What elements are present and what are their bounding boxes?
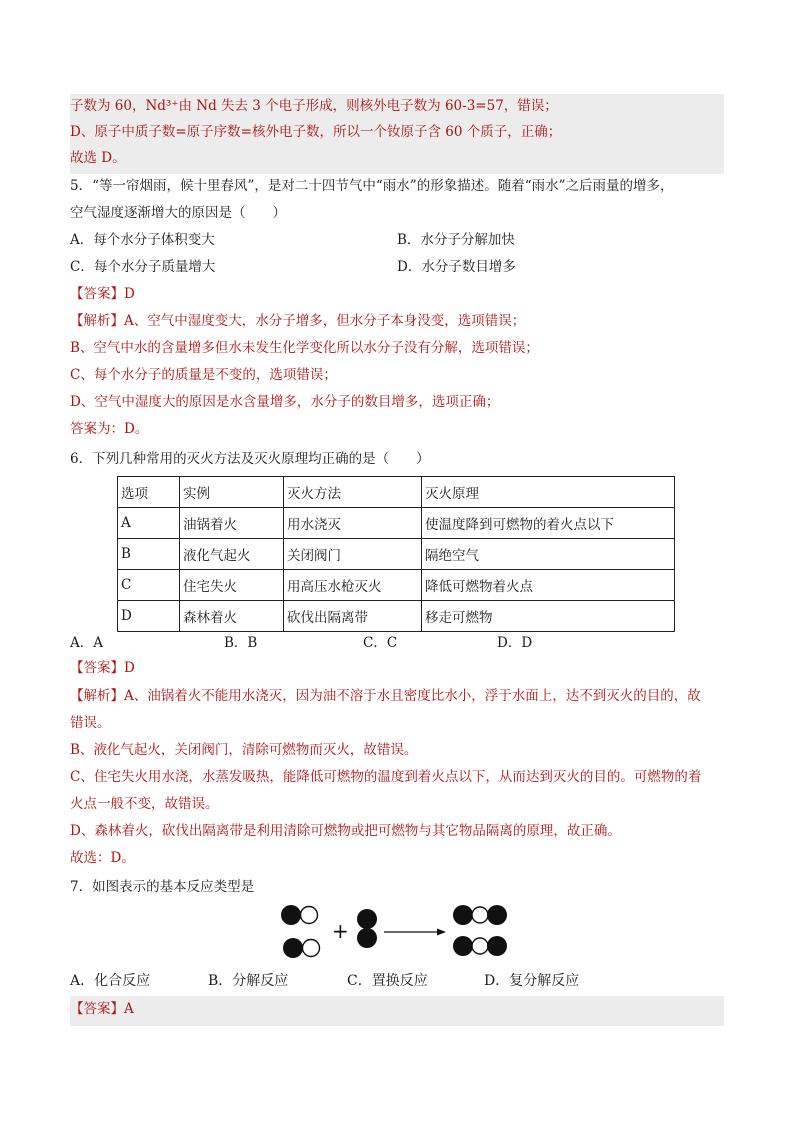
- option-a: A．化合反应: [70, 973, 151, 989]
- reactant-molecule: [283, 938, 320, 958]
- table-row: [118, 570, 675, 601]
- option-b: B．分解反应: [208, 973, 289, 989]
- table-cell: 住宅失火: [180, 570, 284, 601]
- analysis-text: A、空气中湿度变大，水分子增多，但水分子本身没变，选项错误；: [124, 313, 526, 329]
- analysis-line: C、每个水分子的质量是不变的，选项错误；: [70, 367, 337, 383]
- analysis-text: A、油锅着火不能用水浇灭，因为油不溶于水且密度比水小，浮于水面上，达不到灭火的目的，故: [124, 688, 701, 704]
- prev-explanation-line: 子数为 60，Nd³⁺由 Nd 失去 3 个电子形成，则核外电子数为 60-3=57，错误；: [70, 98, 558, 114]
- analysis-tag: 【解析】: [70, 688, 124, 704]
- answer-tag: 【答案】: [70, 1001, 124, 1017]
- option-b: B．水分子分解加快: [397, 232, 515, 248]
- option-d: D．复分解反应: [484, 973, 580, 989]
- analysis-line: 火点一般不变，故错误。: [70, 796, 219, 812]
- analysis-line: C、住宅失火用水浇，水蒸发吸热，能降低可燃物的温度到着火点以下，从而达到灭火的目的。可燃物的着: [70, 769, 702, 785]
- option-a: A．A: [70, 635, 103, 651]
- table-row: [118, 539, 675, 570]
- fire-methods-table: [117, 476, 675, 632]
- analysis-line: 答案为：D。: [70, 421, 149, 437]
- reactant-molecule: [357, 909, 377, 948]
- option-c: C．每个水分子质量增大: [70, 259, 216, 275]
- product-molecule: [453, 905, 507, 925]
- answer-tag: 【答案】: [70, 286, 124, 302]
- analysis-tag: 【解析】: [70, 313, 124, 329]
- question-5-stem: 5．“等一帘烟雨，候十里春风”，是对二十四节气中“雨水”的形象描述。随着“雨水”之后雨量的增多，: [70, 178, 674, 194]
- reaction-diagram: [276, 900, 516, 962]
- table-cell: 用高压水枪灭火: [284, 570, 422, 601]
- table-cell: 砍伐出隔离带: [284, 601, 422, 632]
- table-cell: 油锅着火: [180, 508, 284, 539]
- answer-value: A: [124, 1001, 134, 1017]
- answer-block: [70, 996, 724, 1026]
- plus-sign: +: [332, 919, 349, 943]
- question-5-stem: 空气湿度逐渐增大的原因是（ ）: [70, 205, 286, 221]
- prev-explanation-line: 故选 D。: [70, 150, 126, 166]
- analysis-line: 故选：D。: [70, 850, 135, 866]
- table-cell: 降低可燃物着火点: [422, 570, 675, 601]
- answer-line: [70, 657, 135, 679]
- table-cell: C: [118, 570, 180, 601]
- analysis-line: B、空气中水的含量增多但水未发生化学变化所以水分子没有分解，选项错误；: [70, 340, 539, 356]
- option-b: B．B: [224, 635, 258, 651]
- table-row: [118, 601, 675, 632]
- prev-explanation-line: D、原子中质子数=原子序数=核外电子数，所以一个钕原子含 60 个质子，正确；: [70, 124, 562, 140]
- table-header-cell: 灭火方法: [284, 477, 422, 508]
- question-7-stem: 7．如图表示的基本反应类型是: [70, 879, 255, 895]
- answer-value: D: [124, 660, 135, 676]
- reaction-arrow: [384, 929, 446, 936]
- table-cell: 使温度降到可燃物的着火点以下: [422, 508, 675, 539]
- table-cell: A: [118, 508, 180, 539]
- table-cell: 移走可燃物: [422, 601, 675, 632]
- table-cell: 隔绝空气: [422, 539, 675, 570]
- option-c: C．C: [363, 635, 398, 651]
- table-cell: 液化气起火: [180, 539, 284, 570]
- table-header-cell: 灭火原理: [422, 477, 675, 508]
- analysis-line: D、空气中湿度大的原因是水含量增多，水分子的数目增多，选项正确；: [70, 394, 500, 410]
- analysis-line: [70, 310, 525, 332]
- analysis-line: 错误。: [70, 715, 111, 731]
- table-cell: 用水浇灭: [284, 508, 422, 539]
- reactant-molecule: [281, 905, 318, 925]
- answer-value: D: [124, 286, 135, 302]
- option-d: D．D: [497, 635, 533, 651]
- table-header-cell: 实例: [180, 477, 284, 508]
- analysis-line: [70, 685, 701, 707]
- answer-line: [70, 998, 134, 1020]
- table-header-row: [118, 477, 675, 508]
- table-cell: 关闭阀门: [284, 539, 422, 570]
- table-header-cell: 选项: [118, 477, 180, 508]
- product-molecule: [453, 936, 507, 956]
- option-a: A．每个水分子体积变大: [70, 232, 215, 248]
- analysis-line: D、森林着火，砍伐出隔离带是利用清除可燃物或把可燃物与其它物品隔离的原理，故正确。: [70, 823, 621, 839]
- table-row: [118, 508, 675, 539]
- table-cell: B: [118, 539, 180, 570]
- option-c: C．置换反应: [347, 973, 428, 989]
- table-cell: D: [118, 601, 180, 632]
- answer-tag: 【答案】: [70, 660, 124, 676]
- analysis-line: B、液化气起火，关闭阀门，清除可燃物而灭火，故错误。: [70, 742, 418, 758]
- question-6-stem: 6．下列几种常用的灭火方法及灭火原理均正确的是（ ）: [70, 451, 430, 467]
- option-d: D．水分子数目增多: [397, 259, 516, 275]
- table-cell: 森林着火: [180, 601, 284, 632]
- answer-line: [70, 283, 135, 305]
